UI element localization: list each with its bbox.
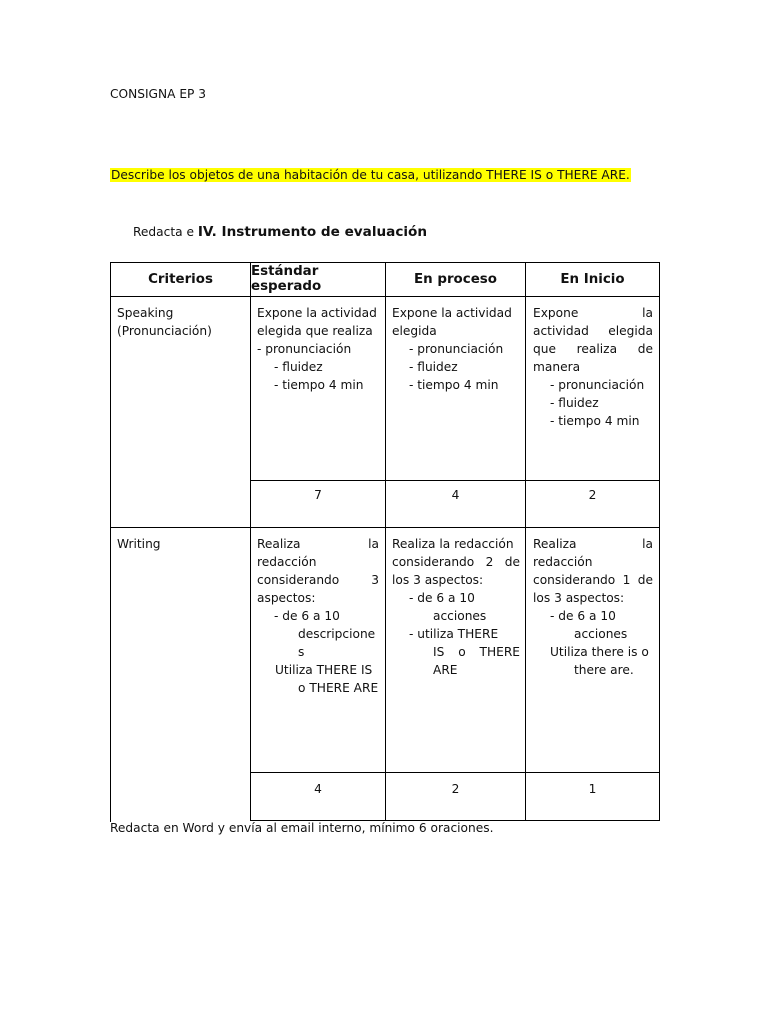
table-divider <box>250 262 251 821</box>
section-title: IV. Instrumento de evaluación <box>197 224 428 240</box>
header-criterios: Criterios <box>148 271 213 287</box>
footer-instruction: Redacta en Word y envía al email interno, mínimo 6 oraciones. <box>110 821 494 835</box>
section-heading <box>133 224 427 240</box>
speaking-score-standard: 7 <box>314 488 322 502</box>
table-divider <box>525 262 526 821</box>
criterion-writing: Writing <box>117 537 161 551</box>
writing-standard: Realiza la redacción considerando 3 aspectos: - de 6 a 10 descripcione s Utiliza THERE IS o THERE ARE <box>257 537 379 695</box>
speaking-standard: Expone la actividad elegida que realiza - pronunciación - fluidez - tiempo 4 min <box>257 306 377 392</box>
table-border-right <box>659 262 660 821</box>
table-divider <box>250 772 660 773</box>
table-divider <box>250 480 660 481</box>
writing-score-standard: 4 <box>314 782 322 796</box>
speaking-score-beginning: 2 <box>588 488 597 502</box>
highlighted-instruction: Describe los objetos de una habitación de tu casa, utilizando THERE IS o THERE ARE. <box>111 168 630 182</box>
header-en-inicio: En Inicio <box>560 271 625 287</box>
speaking-in-process: Expone la actividad elegida - pronunciación - fluidez - tiempo 4 min <box>392 306 512 392</box>
writing-score-process: 2 <box>451 782 460 796</box>
writing-beginning: Realiza la redacción considerando 1 de los 3 aspectos: - de 6 a 10 acciones Utiliza there is o there are. <box>533 537 653 677</box>
writing-score-beginning: 1 <box>588 782 597 796</box>
redacta-prefix: Redacta e <box>133 225 194 239</box>
table-border-left <box>110 262 111 822</box>
header-en-proceso: En proceso <box>414 271 497 287</box>
writing-in-process: Realiza la redacción considerando 2 de los 3 aspectos: - de 6 a 10 acciones - utiliza THERE IS o THERE ARE <box>392 537 520 677</box>
table-divider <box>110 527 660 528</box>
document-code: CONSIGNA EP 3 <box>110 87 207 101</box>
speaking-beginning: Expone la actividad elegida que realiza de manera - pronunciación - fluidez - tiempo 4 min <box>533 306 653 428</box>
speaking-score-process: 4 <box>451 488 460 502</box>
table-divider <box>110 296 660 297</box>
criterion-speaking: Speaking (Pronunciación) <box>117 306 212 338</box>
table-divider <box>385 262 386 821</box>
header-estandar: Estándar esperado <box>251 264 322 294</box>
